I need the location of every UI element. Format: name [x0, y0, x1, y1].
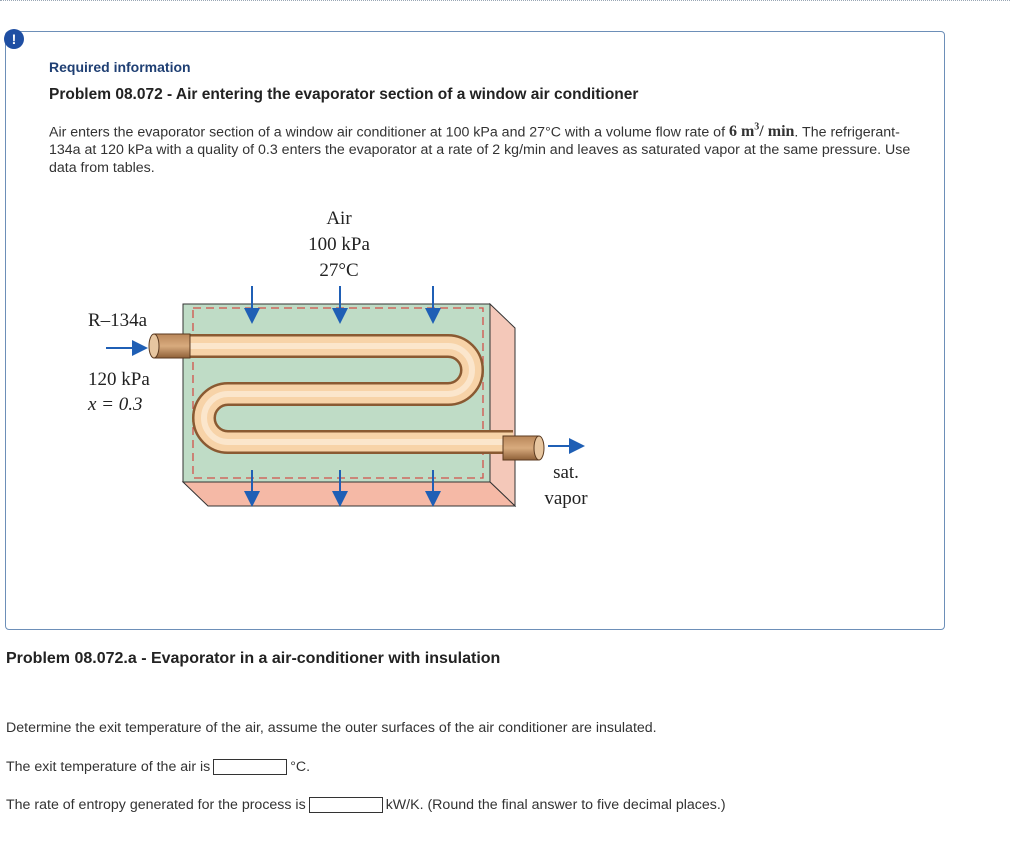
problem-statement [49, 119, 929, 177]
exit-temperature-label: The exit temperature of the air is [6, 759, 211, 775]
question-entropy-generation [6, 796, 726, 814]
problem-text-part1: Air enters the evaporator section of a window air conditioner at 100 kPa and 27°C with a volume flow rate of [49, 124, 726, 141]
exit-temperature-unit: °C. [290, 759, 311, 775]
air-pressure-label: 100 kPa [308, 234, 370, 255]
exit-state-label-2: vapor [544, 488, 588, 509]
top-divider [0, 0, 1010, 1]
inlet-pipe-opening [149, 334, 159, 358]
inlet-pressure-label: 120 kPa [88, 369, 150, 390]
outlet-pipe-opening [534, 436, 544, 460]
problem-text-part2: . The refrigerant-134a at 120 kPa with a quality of 0.3 enters the evaporator at a rate of 2 kg/min and leaves as saturated vapor at the same pressure. Use data from tables. [49, 124, 911, 177]
evaporator-bottom-face [183, 482, 515, 506]
flow-rate-value: 6 $m^3/$ min [728, 122, 795, 141]
required-information-label: Required information [49, 59, 191, 75]
inlet-quality-label: x = 0.3 [88, 394, 143, 415]
entropy-generation-unit: kW/K. (Round the final answer to five decimal places.) [385, 797, 726, 813]
entropy-generation-input[interactable] [309, 797, 383, 813]
evaporator-diagram [78, 200, 618, 520]
exit-state-label-1: sat. [553, 462, 579, 483]
alert-icon: ! [4, 29, 24, 49]
refrigerant-label: R–134a [88, 310, 148, 331]
evaporator-side-face [490, 304, 515, 506]
subproblem-prompt: Determine the exit temperature of the air, assume the outer surfaces of the air conditioner are insulated. [6, 720, 657, 736]
air-temperature-label: 27°C [319, 260, 359, 281]
subproblem-title: Problem 08.072.a - Evaporator in a air-conditioner with insulation [6, 650, 501, 667]
question-exit-temperature [6, 758, 310, 776]
exit-temperature-input[interactable] [213, 759, 287, 775]
air-label: Air [326, 208, 352, 229]
problem-title: Problem 08.072 - Air entering the evaporator section of a window air conditioner [49, 86, 639, 103]
entropy-generation-label: The rate of entropy generated for the process is [6, 797, 306, 813]
